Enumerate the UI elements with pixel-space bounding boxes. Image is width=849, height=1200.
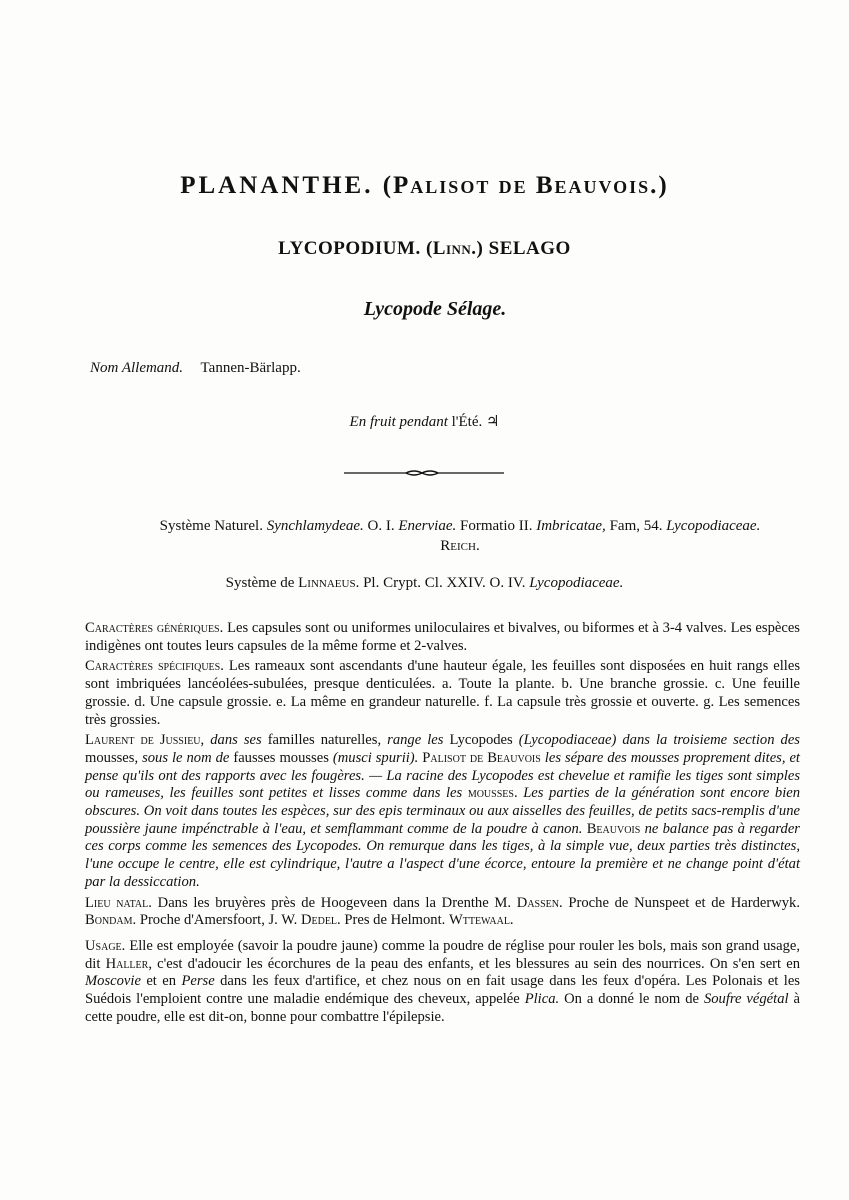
paragraph-text: Proche de Nunspeet et de Harderwyk. — [568, 894, 801, 911]
systeme-linnaeus — [0, 575, 849, 592]
title-genus: PLANANTHE. — [180, 172, 374, 199]
french-name: Lycopode Sélage. — [363, 298, 507, 320]
paragraph-text: range les — [387, 732, 444, 749]
paragraph-text: Pres de Helmont. — [344, 912, 446, 929]
linnaeus-class: Pl. Crypt. Cl. XXIV. O. IV. — [363, 575, 526, 591]
paragraph-text: c'est d'adoucir les écorchures de la peau des enfants, et les blessures au sein des nourrices. On s'en sert en — [157, 955, 801, 972]
systeme-naturel-term: Imbricatae, — [536, 518, 606, 534]
specific-characters-text: Les rameaux sont ascendants d'une hauteur égale, les feuilles sont disposées en huit rangs elles sont imbriquées lancéolées-subulées, presque denticulées. a. Toute la plante. b. Une branche grossie. c. Une feuille grossie. d. Une capsule grossie. e. La même en grandeur naturelle. f. La capsule très grossie et ouverte. g. Les semences très grossies. — [85, 658, 800, 728]
german-name-label: Nom Allemand. — [90, 360, 184, 376]
paragraph-text: (musci spurii). — [332, 749, 419, 766]
description-body — [85, 620, 800, 1029]
lieu-natal — [85, 895, 800, 930]
title-author: (Palisot de Beauvois.) — [382, 172, 669, 199]
generic-characters — [85, 620, 800, 655]
genus-author: (Linn.) — [425, 238, 484, 259]
paragraph-text: et en — [146, 973, 177, 990]
page-title — [0, 172, 849, 200]
paragraph-text: Perse — [181, 973, 215, 990]
author-name: Wttewaal. — [448, 912, 514, 929]
author-name: Bondam. — [85, 912, 137, 929]
paragraph-text: les sépare des mousses proprement dites, et pense qu'ils ont des rapports avec les fougères. — La racine des Lycopodes est chevelue et ramifie les tiges sont simples ou rameuses, les feuilles sont petites et lisses comme dans les — [85, 749, 800, 802]
linnaeus-family: Lycopodiaceae. — [529, 575, 624, 591]
perennial-symbol: ♃ — [485, 414, 500, 430]
author-name: Dedel. — [300, 912, 341, 929]
linnaeus-label: Système de — [225, 575, 295, 591]
fruit-line — [0, 412, 849, 431]
systeme-naturel-term: O. I. — [367, 518, 395, 534]
paragraph-text: Soufre végétal — [703, 991, 789, 1008]
systeme-naturel-term: Fam, 54. — [609, 518, 663, 534]
paragraph-text: dans ses — [210, 732, 262, 749]
systeme-naturel-author: Reich. — [440, 538, 480, 554]
author-name: Palisot de Beauvois — [422, 749, 541, 766]
author-name: Beauvois — [586, 820, 641, 837]
paragraph-text: ne balance pas à regarder ces corps comme les semences des Lycopodes. On remurque dans les tiges, à la simple vue, deux parties très distinctes, l'une occupe le centre, elle est cylindrique, l'autre a l'aspect d'une écorce, entoure la première et ne change point d'état par la dessiccation. — [85, 820, 800, 890]
specific-characters — [85, 658, 800, 729]
paragraph-text: dans les feux d'artifice, et chez nous on en fait usage dans les feux d'opéra. Les Polonais et les Suédois l'emploient contre une maladie endémique des cheveux, appelée — [85, 973, 800, 1008]
paragraph-text: fausses mousses — [233, 749, 329, 766]
paragraph-text: Les parties de la génération sont encore bien obscures. On voit dans toutes les espèces, sur des epis terminaux ou aux aisselles des feuilles, de petits sacs-remplis d'une poussière jaune impénctrable à l'eau, et semflammant comme de la poudre à canon. — [85, 785, 801, 837]
linnaeus-name: Linnaeus. — [298, 575, 360, 591]
systeme-naturel-term: Enerviae. — [398, 518, 457, 534]
paragraph-text: (Lycopodiaceae) dans la troisieme section des — [518, 732, 800, 749]
german-name-value: Tannen-Bärlapp. — [200, 360, 301, 376]
author-name: Dassen. — [516, 894, 563, 911]
paragraph-text: sous le nom de — [142, 749, 230, 766]
generic-characters-label: Caractères génériques. — [85, 620, 224, 636]
paragraph-text: mousses. — [467, 785, 518, 802]
paragraph-text: Plica. — [524, 991, 560, 1008]
fruit-label: En fruit pendant — [349, 414, 448, 430]
paragraph-text: Lycopodes — [449, 732, 513, 749]
systeme-naturel-label: Système Naturel. — [159, 518, 263, 534]
paragraph-text: Elle est employée (savoir la poudre jaune) comme la poudre de réglise pour rouler les bols, mais son grand usage, dit — [85, 937, 800, 972]
author-name: Laurent de Jussieu, — [85, 732, 205, 749]
german-name-line — [90, 360, 301, 377]
species-heading — [0, 238, 849, 260]
systeme-naturel-term: Formatio II. — [459, 518, 533, 534]
ornamental-divider — [344, 469, 504, 477]
systeme-naturel — [140, 516, 780, 556]
fruit-season: l'Été. — [451, 414, 483, 430]
paragraph-text: Dans les bruyères près de Hoogeveen dans la Drenthe M. — [157, 894, 512, 911]
paragraph-text: familles naturelles, — [267, 732, 382, 749]
paragraph-text: Moscovie — [85, 973, 141, 990]
usage-label: Usage. — [85, 937, 126, 954]
paragraph-text: mousses, — [85, 749, 139, 766]
paragraph-text: Proche d'Amersfoort, J. W. — [139, 912, 298, 929]
jussieu-paragraph — [85, 732, 800, 891]
usage-paragraph — [85, 938, 800, 1027]
systeme-naturel-term: Lycopodiaceae. — [666, 518, 761, 534]
paragraph-text: On a donné le nom de — [564, 991, 699, 1008]
specific-characters-label: Caractères spécifiques. — [85, 658, 224, 675]
author-name: Haller, — [105, 955, 152, 972]
genus-name: LYCOPODIUM. — [278, 238, 421, 259]
paragraph-text: à cette poudre, elle est dit-on, bonne pour combattre l'épilepsie. — [85, 991, 800, 1025]
generic-characters-text: Les capsules sont ou uniformes uniloculaires et bivalves, ou biformes et à 3-4 valves. Les espèces indigènes ont toutes leurs capsules de la même forme et 2-valves. — [85, 620, 800, 654]
lieu-natal-label: Lieu natal. — [85, 894, 152, 911]
systeme-naturel-term: Synchlamydeae. — [266, 518, 364, 534]
species-name: SELAGO — [488, 238, 571, 259]
